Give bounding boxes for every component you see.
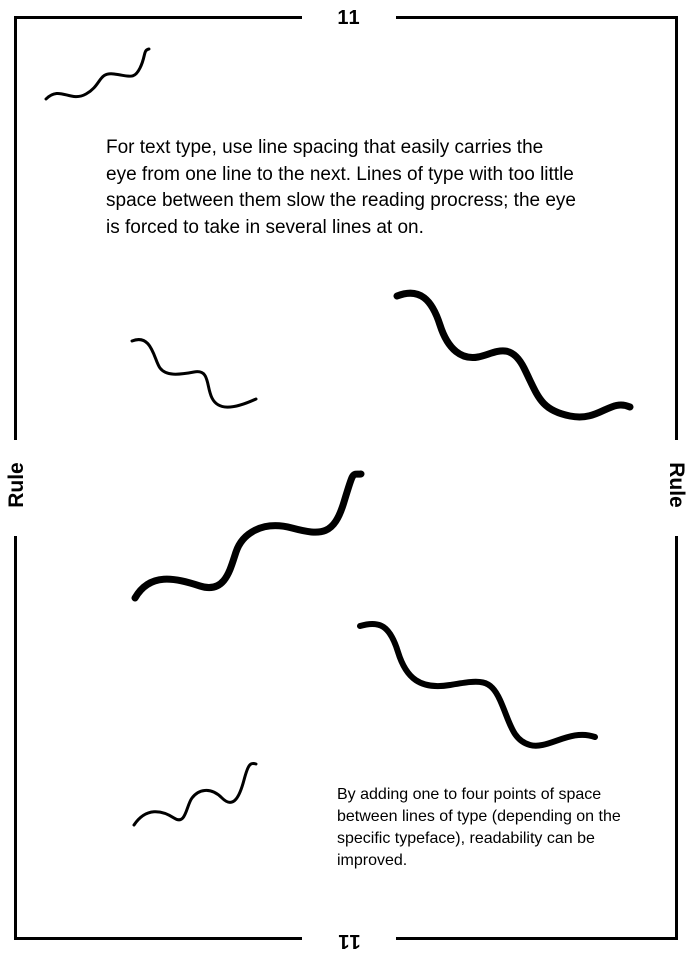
card-number-top: 11 <box>337 7 361 29</box>
card-number-bottom: 11 <box>337 930 361 952</box>
wavy-line-small-bottom <box>134 763 256 825</box>
rule-label-right: Rule <box>665 462 688 508</box>
wavy-line-small-middle <box>132 340 256 408</box>
improvement-note-text: By adding one to four points of space between lines of type (depending on the specific typeface), readability can be improved. <box>337 786 621 869</box>
main-rule-text: For text type, use line spacing that easily carries the eye from one line to the next. Lines of type with too little space between them slow the reading procress; the eye is forced to take in several lines at on. <box>106 137 576 238</box>
wavy-line-large-upper-right <box>397 293 630 417</box>
wavy-line-large-lower-right <box>360 624 595 746</box>
rule-label-left: Rule <box>5 462 28 508</box>
wavy-line-large-middle <box>135 474 361 598</box>
wavy-line-small-top <box>46 49 149 99</box>
